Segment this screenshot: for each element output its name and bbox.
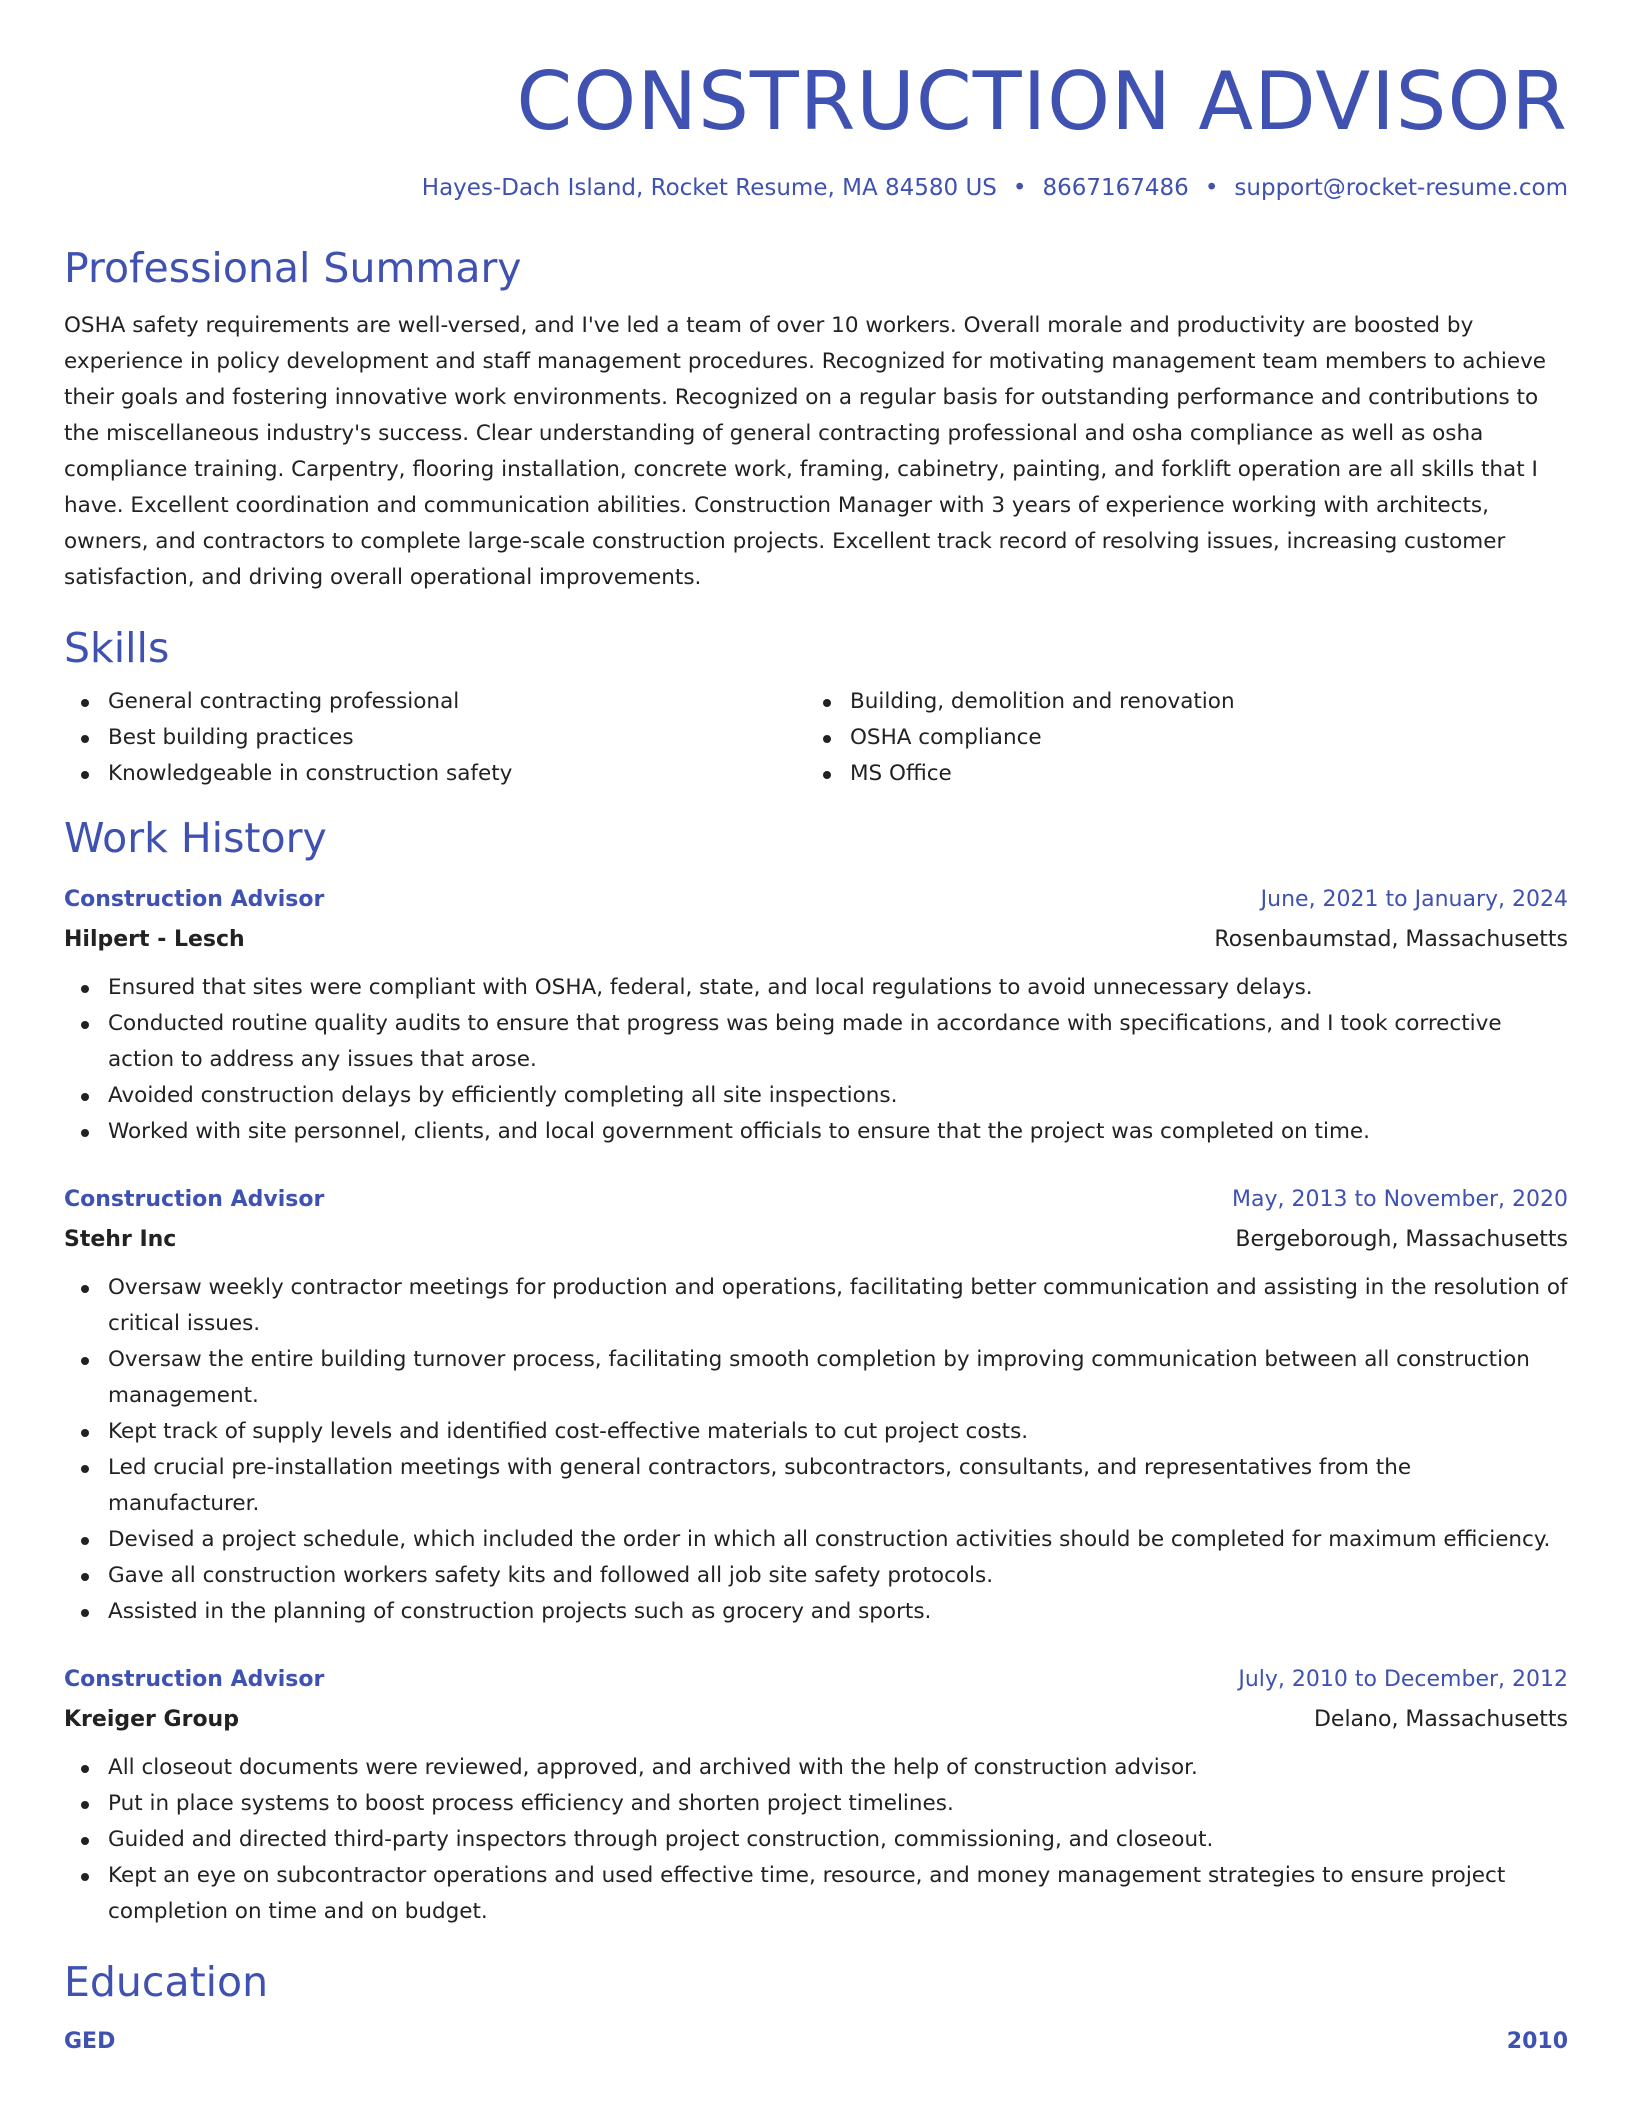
contact-separator: •: [1012, 175, 1027, 201]
contact-separator: •: [1204, 175, 1219, 201]
job-bullet: Worked with site personnel, clients, and local government officials to ensure that the project was completed on time.: [64, 1114, 1568, 1150]
job-bullet: Gave all construction workers safety kits and followed all job site safety protocols.: [64, 1558, 1568, 1594]
skill-item: Knowledgeable in construction safety: [64, 756, 806, 792]
job-dates: May, 2013 to November, 2020: [1232, 1187, 1568, 1212]
job-location: Bergeborough, Massachusetts: [1235, 1227, 1568, 1252]
skills-column-left: [64, 684, 806, 792]
summary-heading: Professional Summary: [64, 244, 522, 292]
job-bullet: Guided and directed third-party inspectors through project construction, commissioning, and closeout.: [64, 1822, 1568, 1858]
contact-address: Hayes-Dach Island, Rocket Resume, MA 84580 US: [421, 175, 997, 201]
education-year: 2010: [1506, 2029, 1568, 2054]
job-entry: [64, 1180, 1568, 1630]
resume-page: [64, 0, 1568, 2062]
work-history-heading: Work History: [64, 814, 327, 862]
contact-email: support@rocket-resume.com: [1234, 175, 1568, 201]
job-company: Kreiger Group: [64, 1707, 239, 1732]
job-bullet: Avoided construction delays by efficiently completing all site inspections.: [64, 1078, 1568, 1114]
job-bullets: [64, 1750, 1568, 1930]
job-bullets: [64, 970, 1568, 1150]
job-entry: [64, 1660, 1568, 1930]
job-bullets: [64, 1270, 1568, 1630]
education-heading: Education: [64, 1958, 269, 2006]
job-title: Construction Advisor: [64, 887, 325, 912]
job-bullet: Led crucial pre-installation meetings with general contractors, subcontractors, consultants, and representatives from the manufacturer.: [64, 1450, 1568, 1522]
job-company: Stehr Inc: [64, 1227, 177, 1252]
job-bullet: Assisted in the planning of construction projects such as grocery and sports.: [64, 1594, 1568, 1630]
job-bullet: Kept an eye on subcontractor operations and used effective time, resource, and money management strategies to ensure project completion on time and on budget.: [64, 1858, 1568, 1930]
job-location: Delano, Massachusetts: [1313, 1707, 1568, 1732]
job-bullet: Kept track of supply levels and identified cost-effective materials to cut project costs.: [64, 1414, 1568, 1450]
skills-heading: Skills: [64, 624, 170, 672]
contact-phone: 8667167486: [1042, 175, 1189, 201]
job-title: Construction Advisor: [64, 1187, 325, 1212]
skill-item: MS Office: [806, 756, 1548, 792]
job-bullet: Oversaw weekly contractor meetings for production and operations, facilitating better communication and assisting in the resolution of critical issues.: [64, 1270, 1568, 1342]
job-bullet: Put in place systems to boost process efficiency and shorten project timelines.: [64, 1786, 1568, 1822]
job-entry: [64, 880, 1568, 1150]
job-bullet: Devised a project schedule, which included the order in which all construction activities should be completed for maximum efficiency.: [64, 1522, 1568, 1558]
job-company: Hilpert - Lesch: [64, 927, 245, 952]
skill-item: OSHA compliance: [806, 720, 1548, 756]
skills-list: [64, 684, 1568, 792]
skill-item: General contracting professional: [64, 684, 806, 720]
education-degree: GED: [64, 2029, 116, 2054]
job-bullet: Conducted routine quality audits to ensure that progress was being made in accordance with specifications, and I took corrective action to address any issues that arose.: [64, 1006, 1568, 1078]
summary-text: OSHA safety requirements are well-versed, and I've led a team of over 10 workers. Overall morale and productivity are boosted by experience in policy development and staff management procedures. Recognized for motivating management team members to achieve their goals and fostering innovative work environments. Recognized on a regular basis for outstanding performance and contributions to the miscellaneous industry's success. Clear understanding of general contracting professional and osha compliance as well as osha compliance training. Carpentry, flooring installation, concrete work, framing, cabinetry, painting, and forklift operation are all skills that I have. Excellent coordination and communication abilities. Construction Manager with 3 years of experience working with architects, owners, and contractors to complete large-scale construction projects. Excellent track record of resolving issues, increasing customer satisfaction, and driving overall operational improvements.: [64, 313, 1547, 590]
contact-line: [64, 172, 1568, 204]
skill-item: Building, demolition and renovation: [806, 684, 1548, 720]
job-dates: July, 2010 to December, 2012: [1238, 1667, 1568, 1692]
education-entry: [64, 2022, 1568, 2062]
resume-name: CONSTRUCTION ADVISOR: [516, 55, 1568, 148]
job-dates: June, 2021 to January, 2024: [1260, 887, 1568, 912]
job-bullet: Oversaw the entire building turnover process, facilitating smooth completion by improving communication between all construction management.: [64, 1342, 1568, 1414]
job-bullet: Ensured that sites were compliant with OSHA, federal, state, and local regulations to avoid unnecessary delays.: [64, 970, 1568, 1006]
job-title: Construction Advisor: [64, 1667, 325, 1692]
job-location: Rosenbaumstad, Massachusetts: [1214, 927, 1568, 952]
skills-column-right: [806, 684, 1548, 792]
skill-item: Best building practices: [64, 720, 806, 756]
job-bullet: All closeout documents were reviewed, approved, and archived with the help of construction advisor.: [64, 1750, 1568, 1786]
